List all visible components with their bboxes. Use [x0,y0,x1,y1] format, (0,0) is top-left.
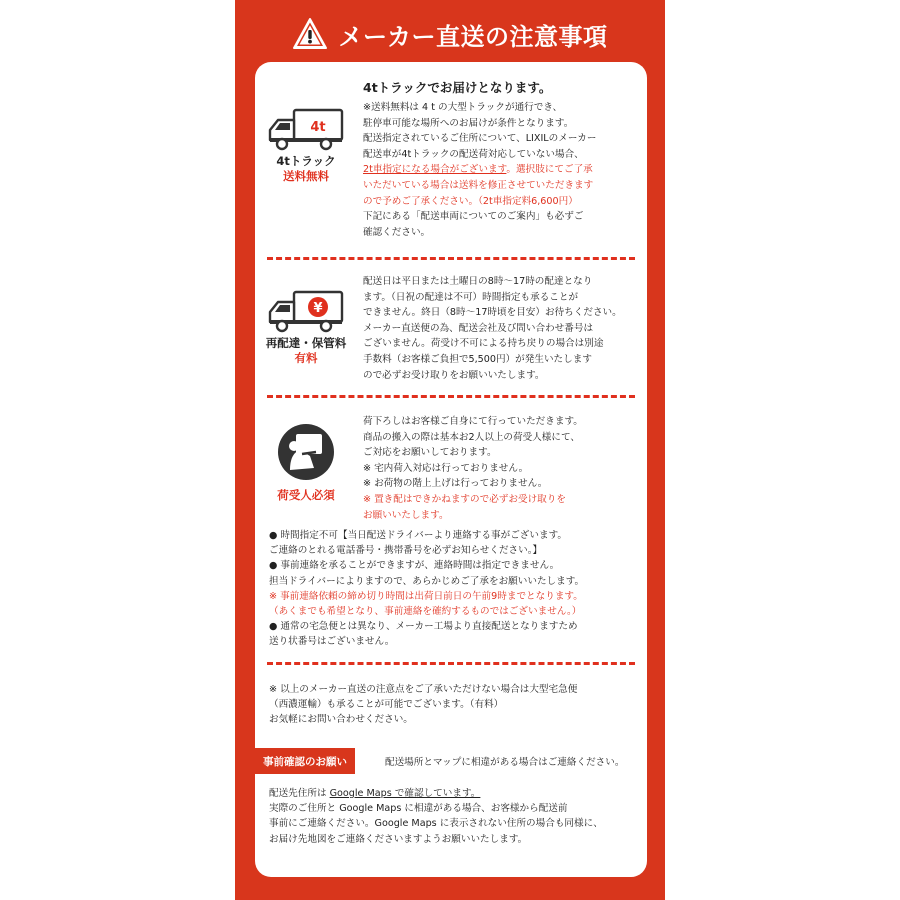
text-line: 配送指定されているご住所について、LIXILのメーカー [363,133,597,145]
receiver-text [363,414,645,523]
page-title: メーカー直送の注意事項 [338,22,608,51]
text-line: できません。終日（8時〜17時頃を目安）お待ちください。 [363,307,622,319]
text-line: メーカー直送便の為、配送会社及び問い合わせ番号は [363,322,594,334]
truck-4t-heading: 4tトラックでお届けとなります。 [363,80,552,95]
text-line: お気軽にお問い合わせください。 [269,714,413,726]
person-carrying-box-icon [276,422,336,482]
text-segment: 。 [506,164,517,176]
redelivery-icon-group [261,288,351,366]
text-line: ご連絡のとれる電話番号・携帯番号を必ずお知らせください。】 [269,545,543,557]
text-line: お届け先地図をご連絡くださいますようお願いいたします。 [269,833,528,845]
text-line: 手数料（お客様ご負担で5,500円）が発生いたします [363,353,592,365]
text-line: 下記にある「配送車両についてのご案内」も必ずご [363,211,584,223]
google-maps-note [269,786,641,847]
truck-4t-label: 4tトラック [276,154,336,168]
text-line: ご対応をお願いしております。 [363,447,497,459]
text-line: ので予めご了承ください。（2t車指定料6,600円） [363,195,578,207]
text-line: 駐停車可能な場所へのお届けが条件となります。 [363,117,574,129]
header [235,0,665,68]
text-segment: 配送先住所は [269,788,330,799]
truck-4t-icon-group [261,106,351,184]
text-line [269,786,641,801]
text-line: ※ 宅内荷入対応は行っておりません。 [363,462,529,474]
yen-icon: ¥ [313,301,323,316]
truck-4t-sub: 送料無料 [283,169,329,183]
text-line: ので必ずお受け取りをお願いいたします。 [363,369,545,381]
notice-panel [235,0,665,900]
confirm-badge-text: 配送場所とマップに相違がある場合はご連絡ください。 [385,757,625,768]
text-line: いただいている場合は送料を修正させていただきます [363,179,594,191]
text-line: ※ 置き配はできかねますので必ずお受け取りを [363,493,566,505]
text-line: ※ 事前連絡依頼の締め切り時間は出荷日前日の午前9時までとなります。 [269,590,583,602]
text-line: 商品の搬入の際は基本お2人以上の荷受人様にて、 [363,431,580,443]
text-line: （西濃運輸）も承ることが可能でございます。（有料） [269,699,504,711]
receiver-icon-group [261,422,351,503]
text-segment: 2t車指定になる場合がございます [363,164,507,176]
text-line: ● 時間指定不可【当日配送ドライバーより連絡する事がございます。 [269,530,567,541]
text-line: ● 事前連絡を承ることができますが、連絡時間は指定できません。 [269,560,560,572]
delivery-notes [269,528,641,650]
text-segment: 選択肢にてご了承 [516,164,593,176]
confirm-badge: 事前確認のお願い [255,748,355,774]
text-line [363,162,645,178]
text-line: ※送料無料は 4 t の大型トラックが通行でき、 [363,102,563,113]
redelivery-text [363,274,645,383]
redelivery-sub: 有料 [294,351,318,365]
text-line: 送り状番号はございません。 [269,636,395,648]
text-line: 事前にご連絡ください。Google Maps に表示されない住所の場合も同様に、 [269,818,603,830]
text-line: お願いいたします。 [363,509,449,521]
text-line: 担当ドライバーによりますので、あらかじめご了承をお願いいたします。 [269,575,585,587]
text-line: ます。（日祝の配達は不可）時間指定も承ることが [363,291,579,303]
text-line: （あくまでも希望となり、事前連絡を確約するものではございません。） [269,606,582,618]
text-line: ※ お荷物の階上上げは行っておりません。 [363,478,548,490]
text-line: 配送車が4tトラックの配送荷対応していない場合、 [363,148,584,160]
text-line: 確認ください。 [363,226,431,238]
truck-4t-badge: 4t [310,120,326,135]
text-line: ございません。荷受け不可による持ち戻りの場合は別途 [363,338,604,350]
receiver-label: 荷受人必須 [277,488,335,502]
text-line: ● 通常の宅急便とは異なり、メーカー工場より直接配送となりますため [269,621,578,633]
alternative-shipping-note [269,682,641,728]
text-line: 実際のご住所と Google Maps に相違がある場合、お客様から配送前 [269,803,568,815]
truck-4t-icon [264,106,348,154]
divider [267,662,635,665]
redelivery-label: 再配達・保管料 [265,336,347,350]
content-card [255,62,647,877]
google-maps-link: Google Maps で確認しています。 [329,788,481,799]
text-line: ※ 以上のメーカー直送の注意点をご了承いただけない場合は大型宅急便 [269,684,578,695]
truck-yen-icon [264,288,348,336]
divider [267,257,635,260]
divider [267,395,635,398]
text-line: 荷下ろしはお客様ご自身にて行っていただきます。 [363,416,583,427]
truck-4t-text [363,78,645,240]
warning-icon [292,16,328,52]
text-line: 配送日は平日または土曜日の8時〜17時の配達となり [363,276,593,287]
